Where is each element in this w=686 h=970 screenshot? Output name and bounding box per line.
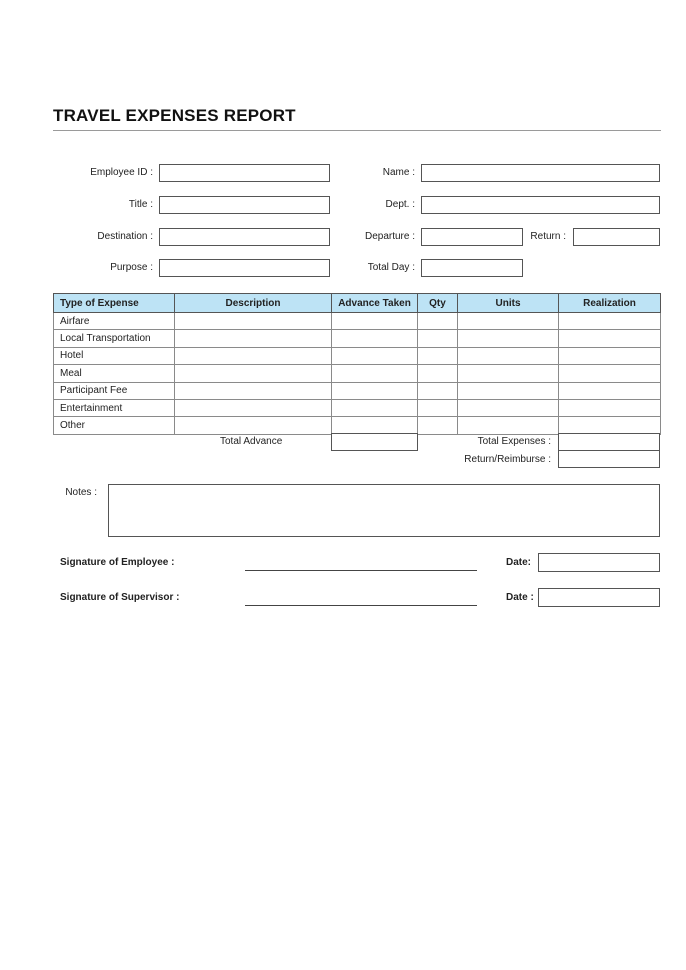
page-title: TRAVEL EXPENSES REPORT [53,106,296,125]
advance-cell[interactable] [332,347,418,364]
employee-date-field[interactable] [538,553,660,572]
supervisor-date-field[interactable] [538,588,660,607]
description-cell[interactable] [175,313,332,330]
total-expenses-field[interactable] [558,433,660,451]
expense-type-cell: Local Transportation [54,330,175,347]
expense-type-cell: Hotel [54,347,175,364]
realization-cell[interactable] [559,365,661,382]
realization-cell[interactable] [559,330,661,347]
supervisor-signature-label: Signature of Supervisor : [60,592,180,603]
title-field[interactable] [159,196,330,214]
departure-field[interactable] [421,228,523,246]
column-header: Realization [559,294,661,313]
return-field[interactable] [573,228,660,246]
total-advance-field[interactable] [331,433,418,451]
supervisor-date-label: Date : [506,592,534,603]
table-row [54,399,661,416]
total-advance-label: Total Advance [220,436,283,447]
advance-cell[interactable] [332,417,418,434]
purpose-label: Purpose : [110,262,153,273]
qty-cell[interactable] [418,399,458,416]
departure-label: Departure : [364,231,415,242]
table-row [54,347,661,364]
return-label: Return : [530,231,566,242]
table-row [54,417,661,434]
total-expenses-label: Total Expenses : [477,436,551,447]
expense-type-cell: Entertainment [54,399,175,416]
employee-signature-line[interactable] [245,570,477,571]
destination-field[interactable] [159,228,330,246]
notes-label: Notes : [65,487,97,498]
name-label: Name : [382,167,415,178]
return-reimburse-label: Return/Reimburse : [464,454,551,465]
dept-field[interactable] [421,196,660,214]
description-cell[interactable] [175,347,332,364]
description-cell[interactable] [175,330,332,347]
description-cell[interactable] [175,399,332,416]
expense-type-cell: Meal [54,365,175,382]
employee-id-label: Employee ID : [90,167,153,178]
advance-cell[interactable] [332,382,418,399]
advance-cell[interactable] [332,399,418,416]
expense-type-cell: Other [54,417,175,434]
notes-field[interactable] [108,484,660,537]
column-header: Advance Taken [332,294,418,313]
qty-cell[interactable] [418,382,458,399]
table-header-row [54,294,661,313]
name-field[interactable] [421,164,660,182]
units-cell[interactable] [458,365,559,382]
expense-table [53,293,661,435]
table-row [54,382,661,399]
total-day-label: Total Day : [367,262,415,273]
return-reimburse-field[interactable] [558,450,660,468]
qty-cell[interactable] [418,365,458,382]
description-cell[interactable] [175,382,332,399]
qty-cell[interactable] [418,313,458,330]
realization-cell[interactable] [559,399,661,416]
qty-cell[interactable] [418,417,458,434]
column-header: Description [175,294,332,313]
units-cell[interactable] [458,382,559,399]
advance-cell[interactable] [332,365,418,382]
dept-label: Dept. : [385,199,415,210]
units-cell[interactable] [458,399,559,416]
employee-signature-label: Signature of Employee : [60,557,175,568]
units-cell[interactable] [458,313,559,330]
qty-cell[interactable] [418,330,458,347]
realization-cell[interactable] [559,313,661,330]
advance-cell[interactable] [332,330,418,347]
title-divider [53,130,661,131]
column-header: Type of Expense [54,294,175,313]
employee-id-field[interactable] [159,164,330,182]
units-cell[interactable] [458,347,559,364]
units-cell[interactable] [458,417,559,434]
total-day-field[interactable] [421,259,523,277]
description-cell[interactable] [175,365,332,382]
expense-type-cell: Participant Fee [54,382,175,399]
supervisor-signature-line[interactable] [245,605,477,606]
expense-type-cell: Airfare [54,313,175,330]
table-row [54,330,661,347]
table-row [54,313,661,330]
title-label: Title : [128,199,153,210]
units-cell[interactable] [458,330,559,347]
column-header: Units [458,294,559,313]
realization-cell[interactable] [559,417,661,434]
description-cell[interactable] [175,417,332,434]
employee-date-label: Date: [506,557,532,568]
destination-label: Destination : [97,231,153,242]
purpose-field[interactable] [159,259,330,277]
realization-cell[interactable] [559,347,661,364]
column-header: Qty [418,294,458,313]
realization-cell[interactable] [559,382,661,399]
advance-cell[interactable] [332,313,418,330]
qty-cell[interactable] [418,347,458,364]
table-row [54,365,661,382]
